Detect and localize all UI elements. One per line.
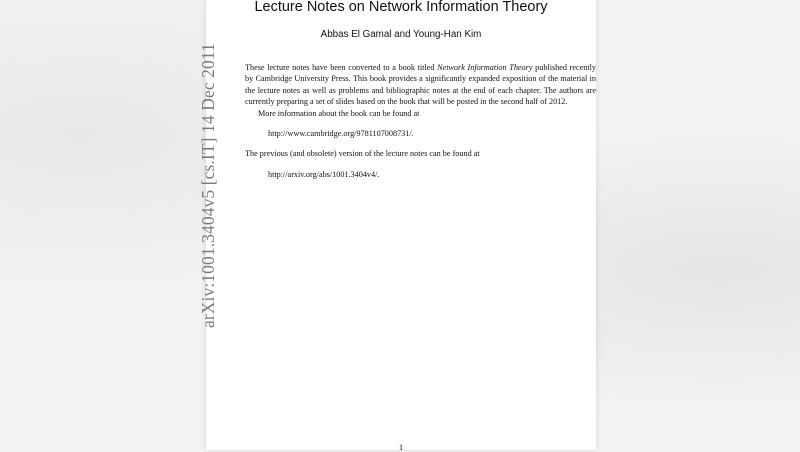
more-info-paragraph: More information about the book can be found at xyxy=(258,108,420,118)
intro-paragraph xyxy=(245,62,596,108)
intro-text-end: published recently by Cambridge University Press. This book provides a significantly expanded exposition of the material in the lecture notes as well as problems and bibliographic notes at the end of each chapter. The authors are currently preparing a set of slides based on the book that will be posted in the second half of 2012. xyxy=(245,63,597,107)
paper-body xyxy=(245,62,596,189)
book-title: Network Information Theory xyxy=(437,63,533,72)
intro-text-start: These lecture notes have been converted to a book titled xyxy=(245,63,438,72)
previous-version-url-link[interactable]: http://arxiv.org/abs/1001.3404v4/. xyxy=(268,169,380,179)
arxiv-stamp: arXiv:1001.3404v5 [cs.IT] 14 Dec 2011 xyxy=(198,43,218,328)
paper-title: Lecture Notes on Network Information Theory xyxy=(254,0,548,15)
page-number: 1 xyxy=(398,442,404,452)
book-url-link[interactable]: http://www.cambridge.org/9781107008731/. xyxy=(268,129,414,139)
paper-authors: Abbas El Gamal and Young-Han Kim xyxy=(320,29,482,40)
previous-version-paragraph: The previous (and obsolete) version of the lecture notes can be found at xyxy=(245,149,480,159)
